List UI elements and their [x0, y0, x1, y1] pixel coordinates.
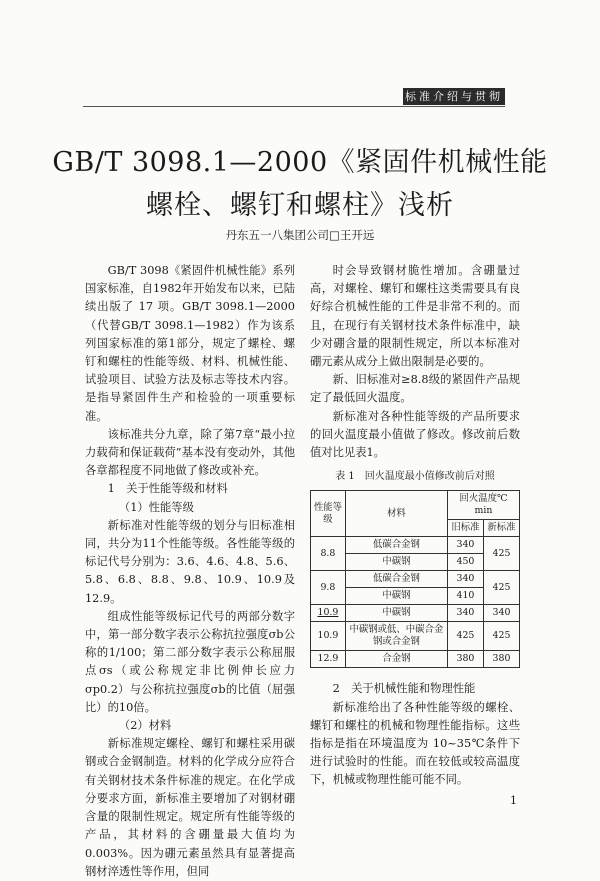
header-rule	[83, 106, 505, 107]
table-cell: 425	[483, 537, 519, 571]
table-caption: 表 1 回火温度最小值修改前后对照	[335, 471, 495, 483]
paragraph: 时会导致钢材脆性增加。含硼量过高，对螺栓、螺钉和螺柱这类需要具有良好综合机械性能的工件是非常不利的。而且，在现行有关钢材技术条件标准中，缺少对硼含量的限制性规定，所以本标准对硼元素从成分上做出限制是必要的。	[310, 264, 520, 369]
table-cell: 340	[483, 605, 519, 622]
table-header: 新标准	[483, 520, 519, 537]
table-cell: 410	[447, 588, 483, 605]
article-title-line1: GB/T 3098.1—2000《紧固件机械性能	[52, 147, 548, 178]
page-number: 1	[510, 794, 517, 807]
author-byline: 丹东五一八集团公司□王开远	[225, 228, 375, 242]
paragraph: 组成性能等级标记代号的两部分数字中，第一部分数字表示公称抗拉强度σb公称的1/100；第二部分数字表示公称屈服点σs（或公称规定非比例伸长应力σp0.2）与公称抗拉强度σb的比值（屈强比）的10倍。	[85, 609, 295, 714]
table-row	[311, 537, 520, 554]
table-cell: 中碳钢	[345, 554, 447, 571]
table-cell: 中碳钢	[345, 588, 447, 605]
table-cell: 380	[483, 651, 519, 668]
table-cell: 10.9	[311, 605, 346, 622]
subsection-heading: （2）材料	[118, 719, 172, 733]
table-row	[311, 605, 520, 622]
section-heading: 2 关于机械性能和物理性能	[332, 682, 476, 696]
table-row	[311, 622, 520, 651]
right-column	[310, 262, 527, 790]
table-cell: 低碳合金钢	[345, 537, 447, 554]
table-cell: 8.8	[311, 537, 346, 571]
table-cell: 340	[447, 571, 483, 588]
left-column	[85, 262, 295, 881]
paragraph: 新标准规定螺栓、螺钉和螺柱采用碳钢或合金钢制造。材料的化学成分应符合有关钢材技术条件标准的规定。在化学成分要求方面，新标准主要增加了对钢材硼含量的限制性规定。规定所有性能等级的产品，其材料的含硼量最大值均为 0.003%。因为硼元素虽然具有显著提高钢材淬透性等作用，但同	[85, 737, 295, 878]
table-cell: 380	[447, 651, 483, 668]
table-cell: 450	[447, 554, 483, 571]
section-heading: 1 关于性能等级和材料	[107, 482, 228, 496]
table-cell: 425	[447, 622, 483, 651]
table-cell: 中碳钢	[345, 605, 447, 622]
article-title-line2: 螺栓、螺钉和螺柱》浅析	[146, 190, 454, 221]
paragraph: GB/T 3098《紧固件机械性能》系列国家标准，自1982年开始发布以来，已陆续出版了 17 项。GB/T 3098.1—2000（代替GB/T 3098.1—1982）作为该系列国家标准的第1部分，规定了螺栓、螺钉和螺柱的性能等级、材料、机械性能、试验项目、试验方法及标志等技术内容。是指导紧固件生产和检验的一项重要标准。	[85, 264, 295, 423]
paragraph: 新标准对性能等级的划分与旧标准相同，共分为11个性能等级。各性能等级的标记代号分别为：3.6、4.6、4.8、5.6、5.8、6.8、8.8、9.8、10.9、10.9及12.9。	[85, 518, 295, 605]
table-cell: 12.9	[311, 651, 346, 668]
subsection-heading: （1）性能等级	[118, 500, 194, 514]
table-cell: 低碳合金钢	[345, 571, 447, 588]
table-cell: 340	[447, 537, 483, 554]
section-label: 标准介绍与贯彻	[405, 90, 503, 103]
table-header: 旧标准	[447, 520, 483, 537]
table-cell: 合金钢	[345, 651, 447, 668]
table-header: 回火温度℃ min	[447, 491, 519, 520]
paragraph: 新标准给出了各种性能等级的螺栓、螺钉和螺柱的机械和物理性能指标。这些指标是指在环境温度为 10~35℃条件下进行试验时的性能。而在较低或较高温度下，机械或物理性能可能不同。	[310, 700, 520, 787]
tempering-table	[310, 490, 527, 668]
table-cell: 中碳钢或低、中碳合金钢或合金钢	[345, 622, 447, 651]
table-row	[311, 651, 520, 668]
table-row	[311, 571, 520, 588]
table-cell: 340	[447, 605, 483, 622]
table-header: 性能等级	[311, 491, 346, 537]
paragraph: 该标准共分九章，除了第7章“最小拉力载荷和保证载荷”基本没有变动外，其他各章都程度不同地做了修改或补充。	[85, 427, 295, 478]
table-header: 材料	[345, 491, 447, 537]
paragraph: 新标准对各种性能等级的产品所要求的回火温度最小值做了修改。修改前后数值对比见表1。	[310, 409, 520, 460]
table-cell: 9.8	[311, 571, 346, 605]
table-cell: 10.9	[311, 622, 346, 651]
paragraph: 新、旧标准对≥8.8级的紧固件产品规定了最低回火温度。	[310, 373, 520, 405]
table-cell: 425	[483, 622, 519, 651]
table-cell: 425	[483, 571, 519, 605]
